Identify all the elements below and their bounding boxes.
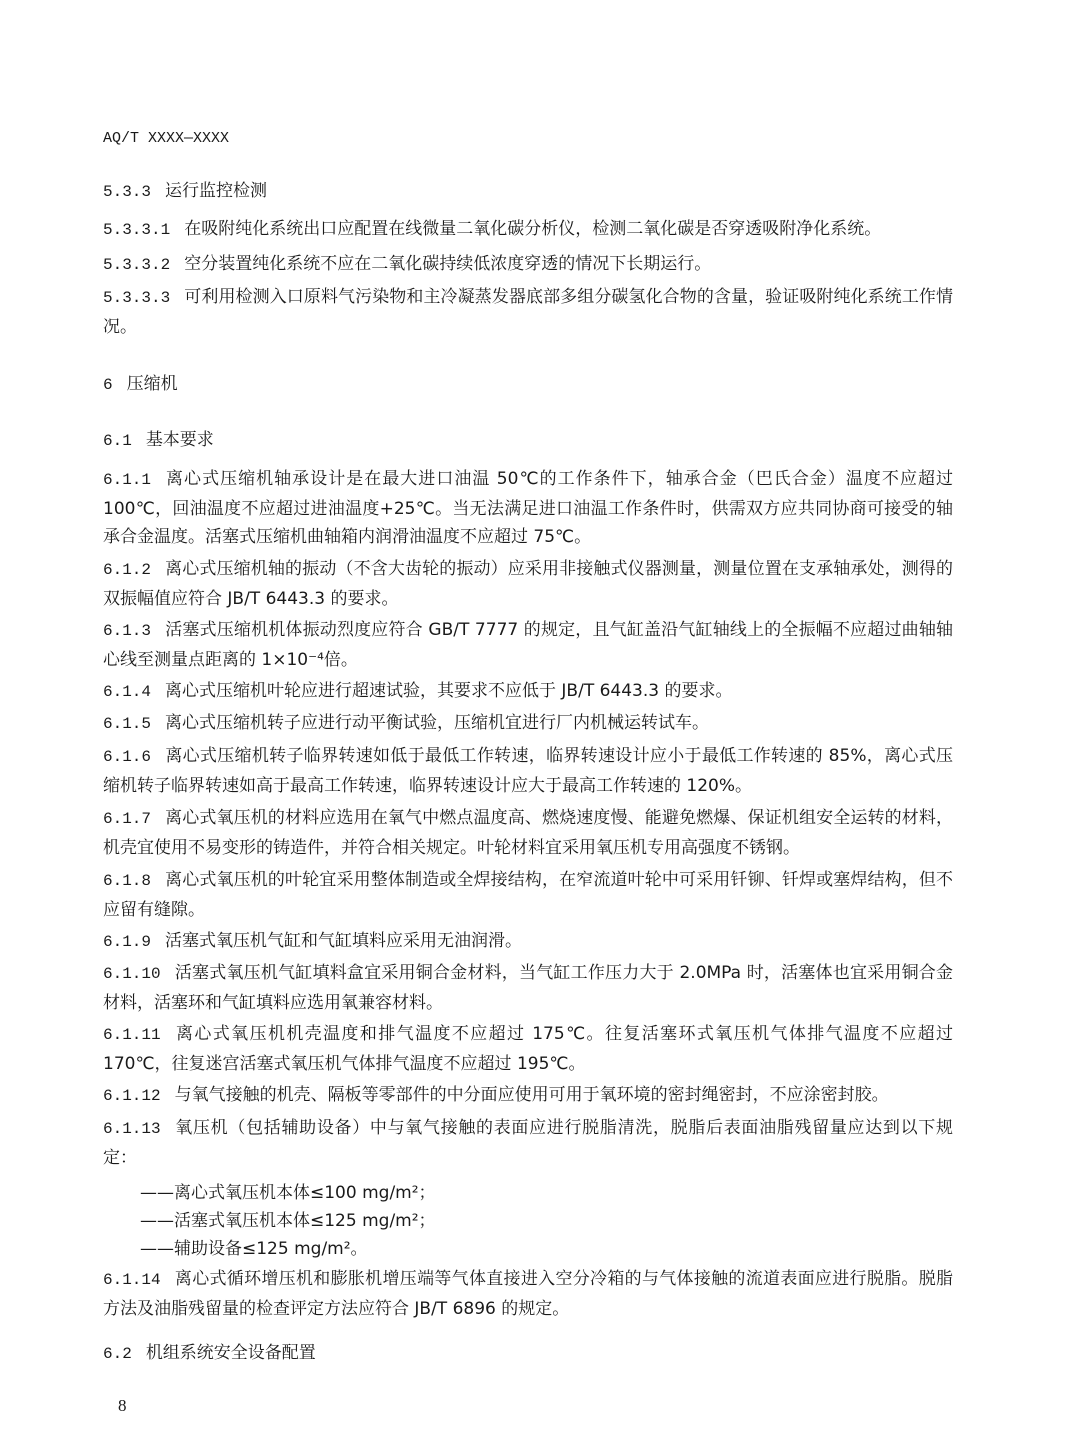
heading-text: 基本要求 (145, 430, 214, 450)
clause-number: 6.1.2 (103, 561, 152, 579)
document-code-header: AQ/T XXXX—XXXX (103, 130, 230, 147)
clause-text: 活塞式氧压机气缸填料盒宜采用铜合金材料，当气缸工作压力大于 2.0MPa 时，活塞体也宜采用铜合金材料，活塞环和气缸填料应选用氧兼容材料。 (103, 963, 953, 1013)
clause-text: 离心式压缩机叶轮应进行超速试验，其要求不应低于 JB/T 6443.3 的要求。 (165, 681, 733, 701)
clause-number: 6.1.8 (103, 872, 152, 890)
clause-paragraph (103, 866, 953, 924)
clause-text: 离心式压缩机轴的振动（不含大齿轮的振动）应采用非接触式仪器测量，测量位置在支承轴承处，测得的双振幅值应符合 JB/T 6443.3 的要求。 (103, 559, 953, 609)
clause-number: 5.3.3.2 (103, 256, 171, 274)
page-number: 8 (118, 1396, 127, 1415)
clause-number: 5.3.3.3 (103, 289, 171, 307)
clause-paragraph (103, 804, 953, 862)
clause-text: 离心式压缩机轴承设计是在最大进口油温 50℃的工作条件下，轴承合金（巴氏合金）温度不应超过 100℃，回油温度不应超过进油温度+25℃。当无法满足进口油温工作条件时，供需双方应共同协商可接受的轴承合金温度。活塞式压缩机曲轴箱内润滑油温度不应超过 75℃。 (103, 469, 953, 547)
section-heading (103, 425, 214, 450)
clause-text: 活塞式压缩机机体振动烈度应符合 GB/T 7777 的规定，且气缸盖沿气缸轴线上的全振幅不应超过曲轴轴心线至测量点距离的 1×10⁻⁴倍。 (103, 620, 953, 670)
clause-number: 6.1.12 (103, 1087, 161, 1105)
clause-number: 6.1.4 (103, 683, 152, 701)
clause-paragraph (103, 555, 953, 613)
clause-number: 6.1.6 (103, 748, 152, 766)
clause-number: 6.1.9 (103, 933, 152, 951)
section-heading (103, 176, 267, 201)
clause-number: 6.1.13 (103, 1120, 161, 1138)
list-item: ——辅助设备≤125 mg/m²。 (140, 1239, 368, 1259)
clause-paragraph (103, 283, 953, 341)
clause-number: 6.1.14 (103, 1271, 161, 1289)
clause-text: 活塞式氧压机气缸和气缸填料应采用无油润滑。 (165, 931, 523, 951)
clause-text: 离心式压缩机转子应进行动平衡试验，压缩机宜进行厂内机械运转试车。 (165, 713, 710, 733)
clause-number: 6 (103, 376, 113, 394)
clause-text: 与氧气接触的机壳、隔板等零部件的中分面应使用可用于氧环境的密封绳密封，不应涂密封胶。 (174, 1085, 889, 1105)
clause-text: 在吸附纯化系统出口应配置在线微量二氧化碳分析仪，检测二氧化碳是否穿透吸附净化系统。 (184, 219, 882, 239)
heading-text: 机组系统安全设备配置 (145, 1343, 316, 1363)
clause-text: 离心式压缩机转子临界转速如低于最低工作转速，临界转速设计应小于最低工作转速的 85%，离心式压缩机转子临界转速如高于最高工作转速，临界转速设计应大于最高工作转速的 120%。 (103, 746, 953, 796)
clause-number: 6.1.5 (103, 715, 152, 733)
clause-number: 6.2 (103, 1345, 132, 1363)
section-heading (103, 369, 178, 394)
clause-text: 氧压机（包括辅助设备）中与氧气接触的表面应进行脱脂清洗，脱脂后表面油脂残留量应达到以下规定： (103, 1118, 953, 1168)
clause-paragraph (103, 215, 953, 245)
clause-paragraph (103, 616, 953, 674)
clause-paragraph (103, 959, 953, 1017)
clause-number: 6.1.7 (103, 810, 152, 828)
clause-paragraph (103, 1265, 953, 1323)
clause-text: 离心式氧压机机壳温度和排气温度不应超过 175℃。往复活塞环式氧压机气体排气温度不应超过 170℃，往复迷宫活塞式氧压机气体排气温度不应超过 195℃。 (103, 1024, 953, 1074)
clause-number: 6.1.11 (103, 1026, 161, 1044)
clause-text: 可利用检测入口原料气污染物和主冷凝蒸发器底部多组分碳氢化合物的含量，验证吸附纯化系统工作情况。 (103, 287, 953, 337)
clause-paragraph (103, 250, 953, 280)
clause-number: 6.1.3 (103, 622, 152, 640)
clause-number: 6.1 (103, 432, 132, 450)
clause-paragraph (103, 927, 953, 957)
clause-number: 6.1.1 (103, 471, 152, 489)
clause-paragraph (103, 465, 953, 552)
heading-text: 运行监控检测 (165, 181, 268, 201)
clause-text: 离心式循环增压机和膨胀机增压端等气体直接进入空分冷箱的与气体接触的流道表面应进行脱脂。脱脂方法及油脂残留量的检查评定方法应符合 JB/T 6896 的规定。 (103, 1269, 953, 1319)
clause-paragraph (103, 709, 953, 739)
clause-number: 5.3.3 (103, 183, 152, 201)
clause-text: 离心式氧压机的材料应选用在氧气中燃点温度高、燃烧速度慢、能避免燃爆、保证机组安全运转的材料，机壳宜使用不易变形的铸造件，并符合相关规定。叶轮材料宜采用氧压机专用高强度不锈钢。 (103, 808, 953, 858)
clause-paragraph (103, 677, 953, 707)
clause-number: 6.1.10 (103, 965, 161, 983)
clause-paragraph (103, 1081, 953, 1111)
section-heading (103, 1338, 316, 1363)
clause-paragraph (103, 742, 953, 800)
clause-text: 离心式氧压机的叶轮宜采用整体制造或全焊接结构，在窄流道叶轮中可采用钎铆、钎焊或塞焊结构，但不应留有缝隙。 (103, 870, 953, 920)
list-item: ——离心式氧压机本体≤100 mg/m²； (140, 1183, 436, 1203)
clause-paragraph (103, 1020, 953, 1078)
clause-text: 空分装置纯化系统不应在二氧化碳持续低浓度穿透的情况下长期运行。 (184, 254, 712, 274)
clause-paragraph (103, 1114, 953, 1172)
heading-text: 压缩机 (126, 374, 178, 394)
clause-number: 5.3.3.1 (103, 221, 171, 239)
list-item: ——活塞式氧压机本体≤125 mg/m²； (140, 1211, 436, 1231)
